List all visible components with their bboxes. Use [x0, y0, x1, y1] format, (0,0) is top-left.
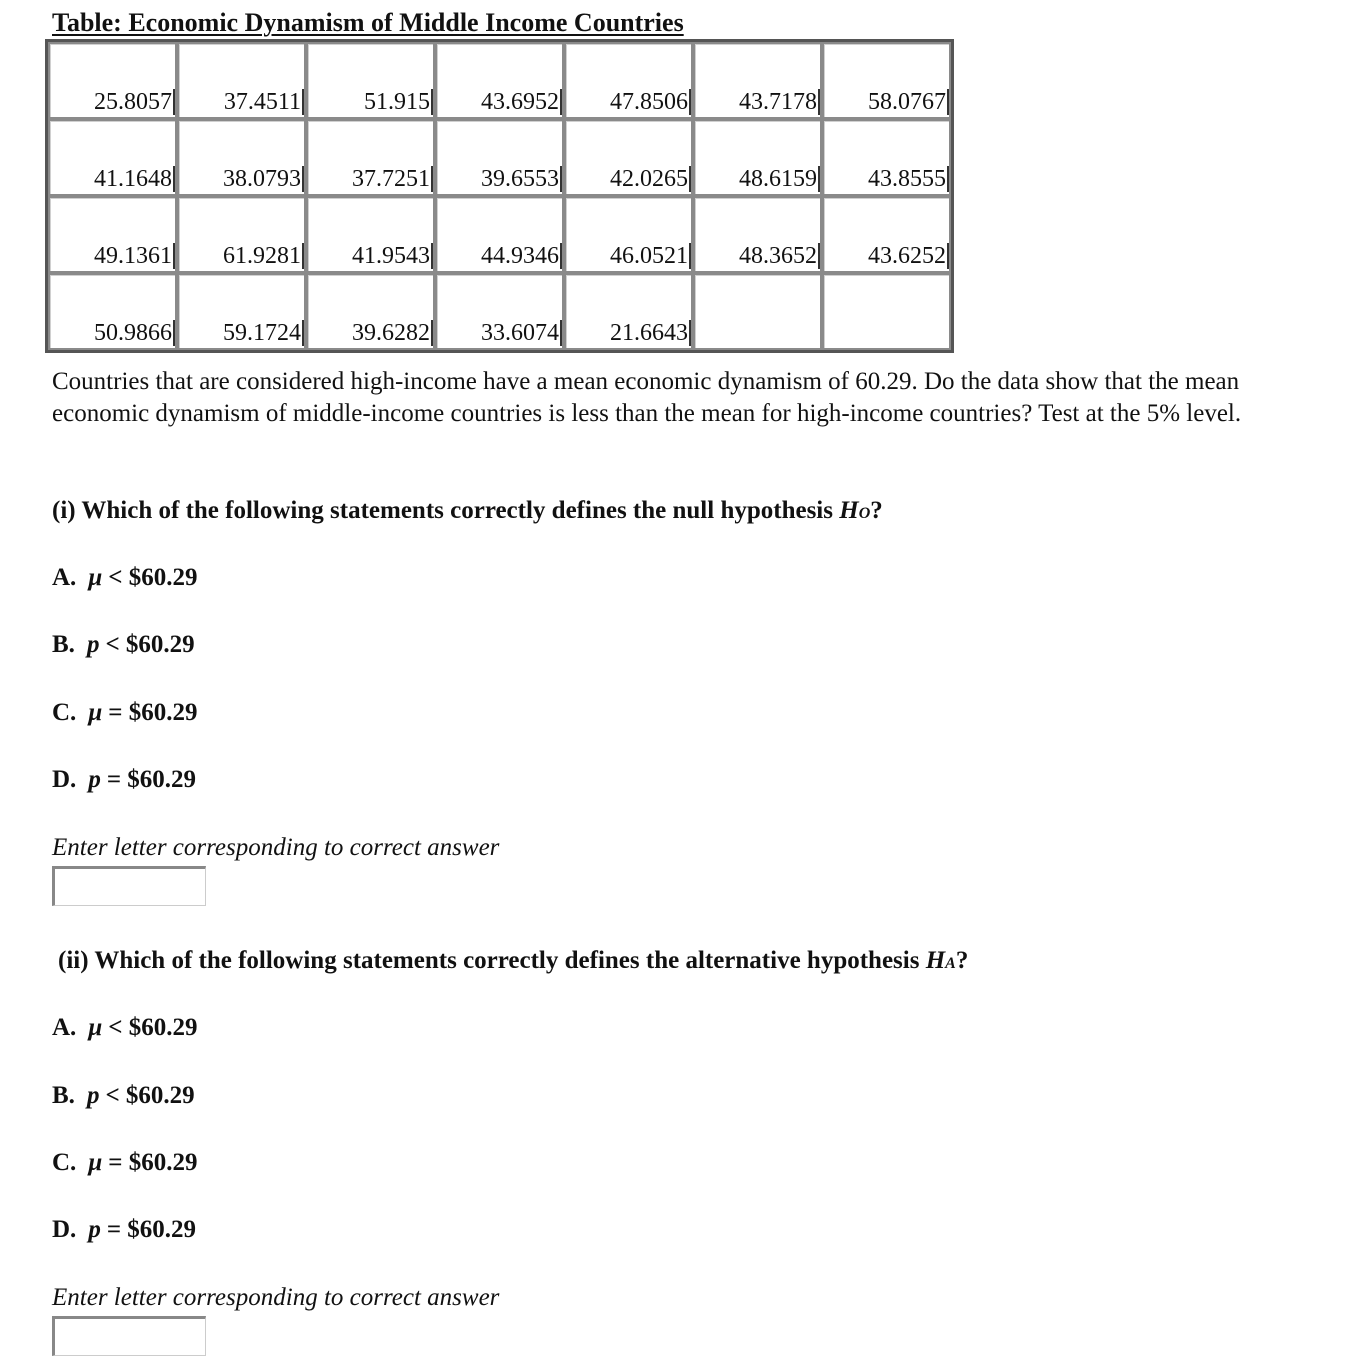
q1-option-d: D. p = $60.29 [52, 766, 197, 793]
table-cell: 46.0521 [564, 196, 693, 273]
q2-answer-prompt: Enter letter corresponding to correct answer [52, 1284, 500, 1311]
table-cell: 61.9281 [177, 196, 306, 273]
table-cell: 39.6553 [435, 119, 564, 196]
table-cell-empty [693, 273, 822, 350]
table-cell: 48.3652 [693, 196, 822, 273]
q2-option-b: B. p < $60.29 [52, 1082, 195, 1109]
q2-option-a: A. μ < $60.29 [52, 1014, 198, 1041]
q2-option-c: C. μ = $60.29 [52, 1149, 198, 1176]
table-cell-empty [822, 273, 951, 350]
q2-answer-input[interactable] [52, 1316, 206, 1356]
table-cell: 41.9543 [306, 196, 435, 273]
q1-option-a: A. μ < $60.29 [52, 564, 198, 591]
table-title: Table: Economic Dynamism of Middle Income Countries [52, 8, 684, 37]
q1-answer-prompt: Enter letter corresponding to correct answer [52, 834, 500, 861]
q1-option-c: C. μ = $60.29 [52, 699, 198, 726]
table-cell: 44.9346 [435, 196, 564, 273]
table-row [48, 42, 951, 119]
table-cell: 38.0793 [177, 119, 306, 196]
table-cell: 39.6282 [306, 273, 435, 350]
table-row [48, 196, 951, 273]
table-cell: 37.7251 [306, 119, 435, 196]
problem-statement: Countries that are considered high-income have a mean economic dynamism of 60.29. Do the data show that the mean economic dynamism of middle-income countries is less than the mean for high-income countries? Test at the 5% level. [52, 368, 1242, 427]
q1-answer-input[interactable] [52, 866, 206, 906]
table-cell: 42.0265 [564, 119, 693, 196]
table-cell: 50.9866 [48, 273, 177, 350]
table-cell: 58.0767 [822, 42, 951, 119]
table-cell: 37.4511 [177, 42, 306, 119]
table-row [48, 273, 951, 350]
table-cell: 21.6643 [564, 273, 693, 350]
table-cell: 33.6074 [435, 273, 564, 350]
table-cell: 25.8057 [48, 42, 177, 119]
table-cell: 43.8555 [822, 119, 951, 196]
table-cell: 51.915 [306, 42, 435, 119]
table-cell: 49.1361 [48, 196, 177, 273]
table-cell: 43.6952 [435, 42, 564, 119]
table-cell: 47.8506 [564, 42, 693, 119]
table-cell: 43.7178 [693, 42, 822, 119]
table-cell: 48.6159 [693, 119, 822, 196]
table-row [48, 119, 951, 196]
data-table [45, 39, 954, 353]
question-null-hypothesis: (i) Which of the following statements correctly defines the null hypothesis HO? [52, 497, 883, 524]
question-alternative-hypothesis: (ii) Which of the following statements correctly defines the alternative hypothesis HA? [58, 947, 969, 974]
table-cell: 43.6252 [822, 196, 951, 273]
q2-option-d: D. p = $60.29 [52, 1216, 197, 1243]
table-cell: 41.1648 [48, 119, 177, 196]
table-cell: 59.1724 [177, 273, 306, 350]
q1-option-b: B. p < $60.29 [52, 631, 195, 658]
